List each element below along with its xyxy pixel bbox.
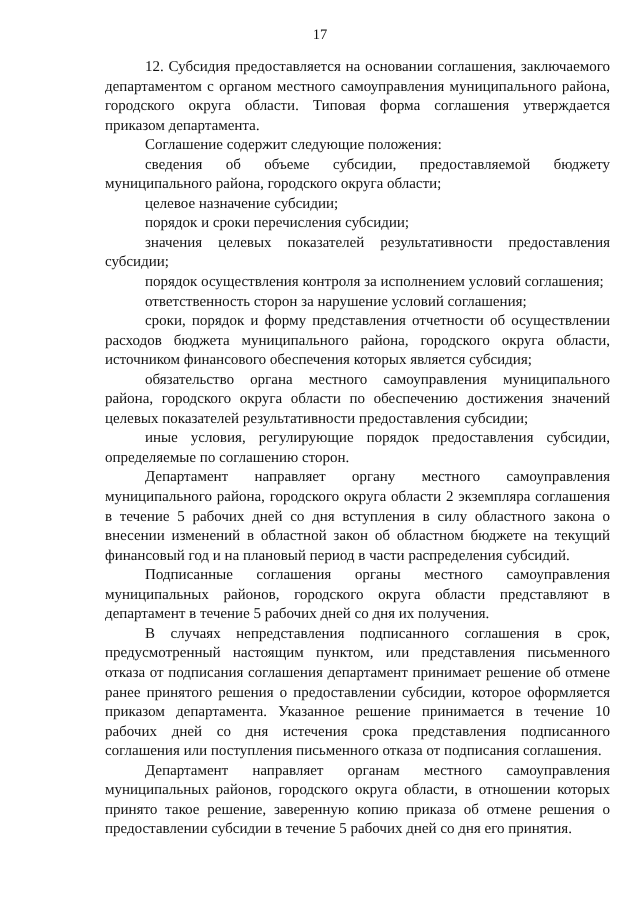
paragraph-signed-agreements: Подписанные соглашения органы местного самоуправления муниципальных районов, городского округа области представляют в департамент в течение 5 рабочих дней со дня их получения.: [105, 567, 610, 623]
page-number: 17: [312, 27, 328, 43]
paragraph-subsidy-agreement: 12. Субсидия предоставляется на основании соглашения, заключаемого департаментом с органом местного самоуправления муниципального района, городского округа области. Типовая форма соглашения утверждается приказом департамента.: [105, 59, 610, 134]
list-item-obligation: обязательство органа местного самоуправления муниципального района, городского округа области по обеспечению достижения значений целевых показателей результативности предоставления субсидии;: [105, 371, 610, 427]
list-item-reporting: сроки, порядок и форму представления отчетности об осуществлении расходов бюджета муниципального района, городского округа области, источником финансового обеспечения которых является субсидия;: [105, 313, 610, 369]
paragraph-cancellation-copy: Департамент направляет органам местного самоуправления муниципальных районов, городского округа области, в отношении которых принято такое решение, заверенную копию приказа об отмене решения о предоставлении субсидии в течение 5 рабочих дней со дня его принятия.: [105, 762, 610, 838]
list-item-purpose: целевое назначение субсидии;: [145, 195, 339, 212]
list-item-other-conditions: иные условия, регулирующие порядок предоставления субсидии, определяемые по соглашению сторон.: [105, 430, 610, 466]
paragraph-non-submission: В случаях непредставления подписанного соглашения в срок, предусмотренный настоящим пунктом, или представления письменного отказа от подписания соглашения департамент принимает решение об отмене ранее принятого решения о предоставлении субсидии, которое оформляется приказом департамента. Указанное решение принимается в течение 10 рабочих дней со дня истечения срока представления подписанного соглашения или поступления письменного отказа от подписания соглашения.: [105, 625, 610, 760]
list-item-subsidy-volume: сведения об объеме субсидии, предоставляемой бюджету муниципального района, городского округа области;: [105, 156, 610, 193]
list-item-responsibility: ответственность сторон за нарушение условий соглашения;: [145, 293, 527, 310]
paragraph-agreement-contents: Соглашение содержит следующие положения:: [145, 137, 442, 154]
list-item-transfer-terms: порядок и сроки перечисления субсидии;: [145, 215, 410, 232]
document-body: [105, 58, 610, 840]
paragraph-department-sends: Департамент направляет органу местного самоуправления муниципального района, городского округа области 2 экземпляра соглашения в течение 5 рабочих дней со дня вступления в силу областного закона о внесении изменений в областной закон об областном бюджете на текущий финансовый год и на плановый период в части распределения субсидий.: [105, 469, 610, 564]
list-item-target-indicators: значения целевых показателей результативности предоставления субсидии;: [105, 234, 610, 271]
list-item-control-procedure: порядок осуществления контроля за исполнением условий соглашения;: [145, 274, 604, 291]
